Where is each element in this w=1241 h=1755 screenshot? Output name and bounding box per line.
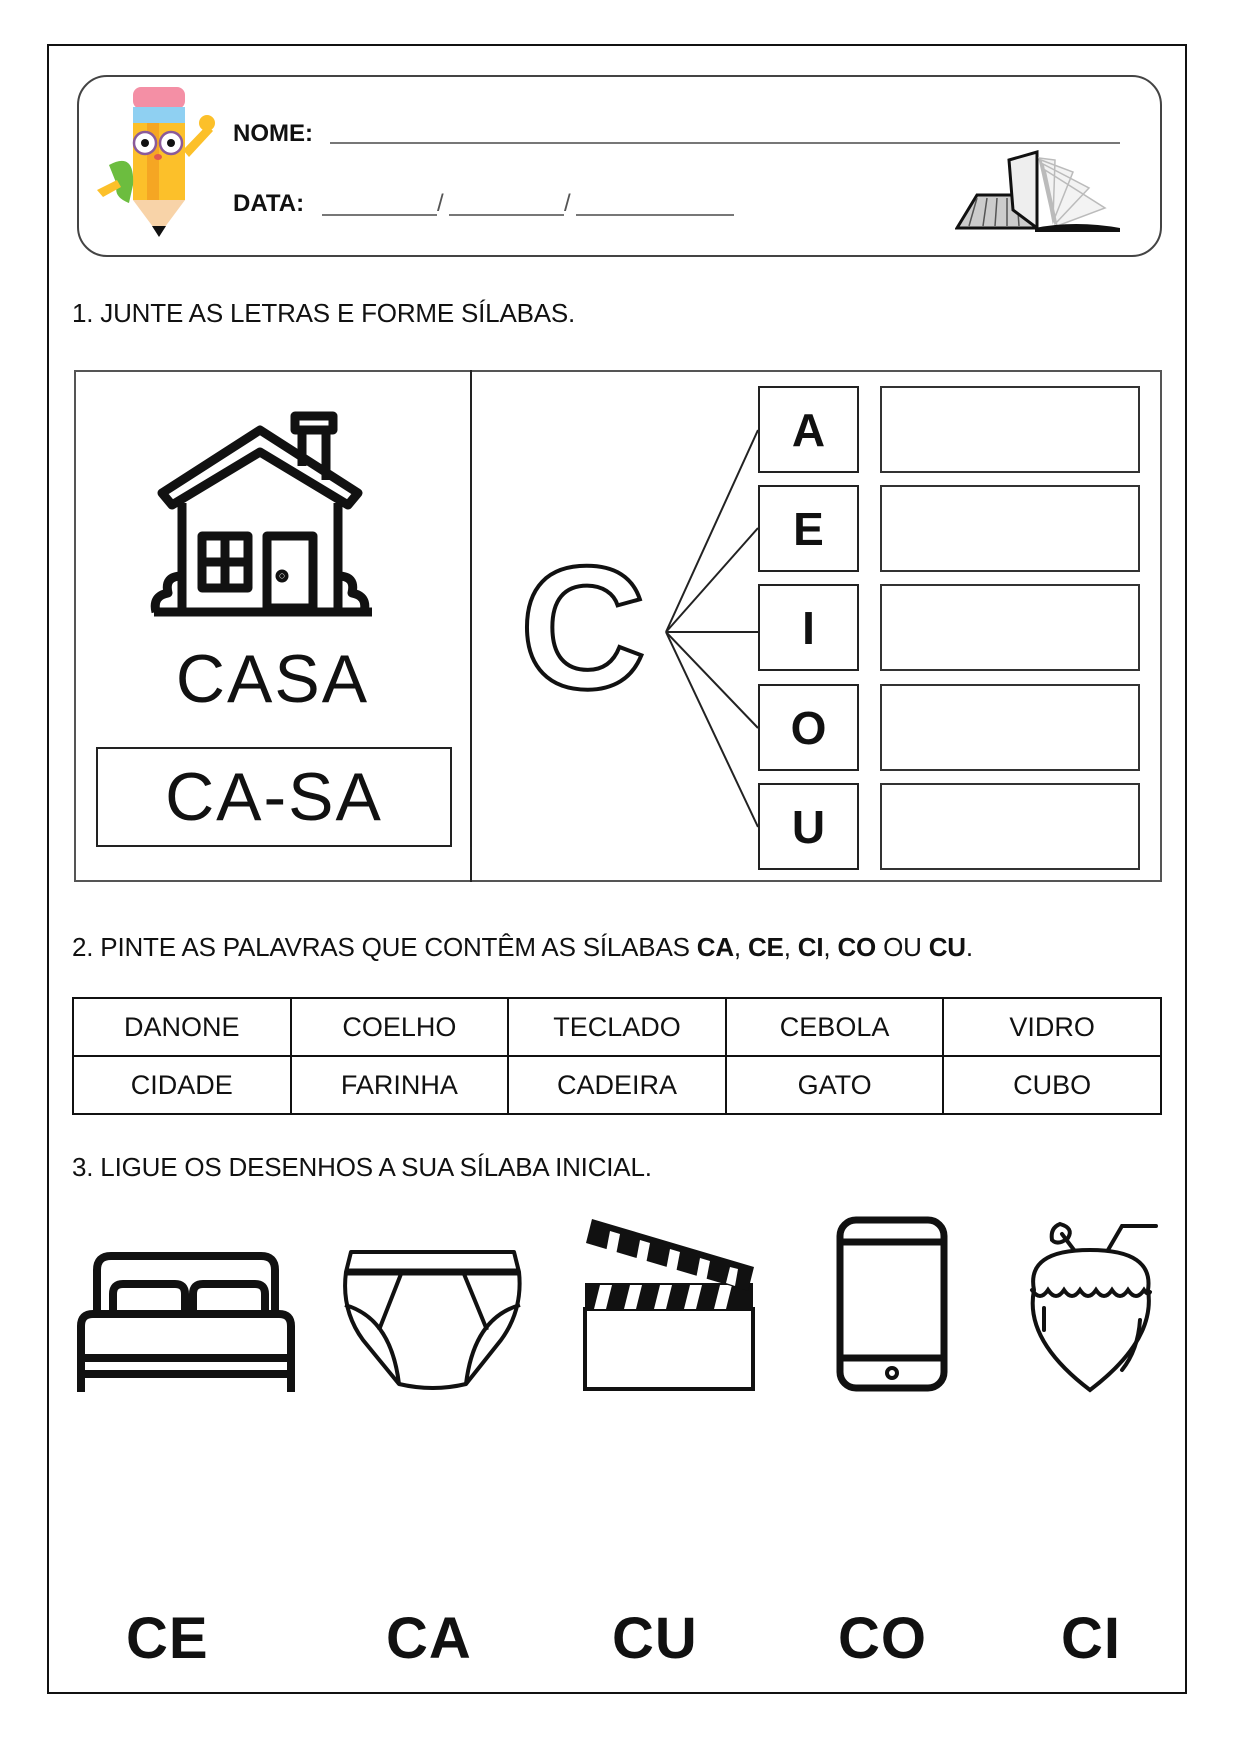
syllable-ca[interactable]: CA <box>386 1606 472 1671</box>
title-text: 2. PINTE AS PALAVRAS QUE CONTÊM AS SÍLABAS <box>72 932 697 962</box>
word-cell[interactable]: CUBO <box>943 1056 1161 1114</box>
vowel-box-a: A <box>758 386 859 473</box>
word-cell[interactable]: CIDADE <box>73 1056 291 1114</box>
word-cell[interactable]: CEBOLA <box>726 998 944 1056</box>
bed-icon[interactable] <box>77 1250 295 1392</box>
syllable-ce[interactable]: CE <box>126 1606 209 1671</box>
date-day-line[interactable] <box>322 214 437 216</box>
exercise3-title: 3. LIGUE OS DESENHOS A SUA SÍLABA INICIAL. <box>72 1152 652 1182</box>
vowel-box-o: O <box>758 684 859 771</box>
cellphone-icon[interactable] <box>836 1216 948 1392</box>
syllable-cu[interactable]: CU <box>612 1606 698 1671</box>
date-month-line[interactable] <box>449 214 564 216</box>
vowel-box-e: E <box>758 485 859 572</box>
answer-box-cu[interactable] <box>880 783 1140 870</box>
date-year-line[interactable] <box>576 214 734 216</box>
word-cell[interactable]: VIDRO <box>943 998 1161 1056</box>
clapperboard-icon[interactable] <box>582 1215 758 1392</box>
word-cell[interactable]: TECLADO <box>508 998 726 1056</box>
exercise1-divider <box>470 370 472 882</box>
title-syllable: CA <box>696 932 734 962</box>
vowel-box-i: I <box>758 584 859 671</box>
syllable-ci[interactable]: CI <box>1061 1606 1121 1671</box>
word-table <box>72 997 1162 1115</box>
name-input-line[interactable] <box>330 142 1120 144</box>
title-or: OU <box>876 932 929 962</box>
table-row <box>73 1056 1161 1114</box>
title-syllable: CE <box>747 932 784 962</box>
title-sep: , <box>733 932 748 962</box>
title-syllable: CO <box>837 932 877 962</box>
word-cell[interactable]: CADEIRA <box>508 1056 726 1114</box>
underwear-icon[interactable] <box>341 1250 524 1390</box>
title-syllable: CI <box>797 932 824 962</box>
answer-box-ca[interactable] <box>880 386 1140 473</box>
consonant-letter: C <box>519 548 647 708</box>
vowel-box-u: U <box>758 783 859 870</box>
laptop-book-icon <box>955 150 1130 235</box>
date-separator: / <box>437 190 444 217</box>
answer-box-ce[interactable] <box>880 485 1140 572</box>
title-sep: , <box>783 932 798 962</box>
word-cell[interactable]: DANONE <box>73 998 291 1056</box>
date-separator: / <box>564 190 571 217</box>
title-sep: , <box>823 932 838 962</box>
house-icon <box>150 408 378 620</box>
pencil-mascot-icon <box>95 85 230 245</box>
outlined-letter-c <box>518 548 648 708</box>
date-label: DATA: <box>233 190 305 217</box>
word-cell[interactable]: FARINHA <box>291 1056 509 1114</box>
title-syllable: CU <box>928 932 966 962</box>
syllable-co[interactable]: CO <box>838 1606 927 1671</box>
exercise1-title: 1. JUNTE AS LETRAS E FORME SÍLABAS. <box>72 298 576 328</box>
example-syllables: CA-SA <box>96 747 452 847</box>
word-cell[interactable]: GATO <box>726 1056 944 1114</box>
title-end: . <box>965 932 973 962</box>
answer-box-co[interactable] <box>880 684 1140 771</box>
coconut-icon[interactable] <box>1022 1220 1160 1394</box>
table-row <box>73 998 1161 1056</box>
example-word: CASA <box>175 641 370 717</box>
name-label: NOME: <box>233 120 313 147</box>
word-cell[interactable]: COELHO <box>291 998 509 1056</box>
answer-box-ci[interactable] <box>880 584 1140 671</box>
exercise2-title <box>72 932 973 963</box>
